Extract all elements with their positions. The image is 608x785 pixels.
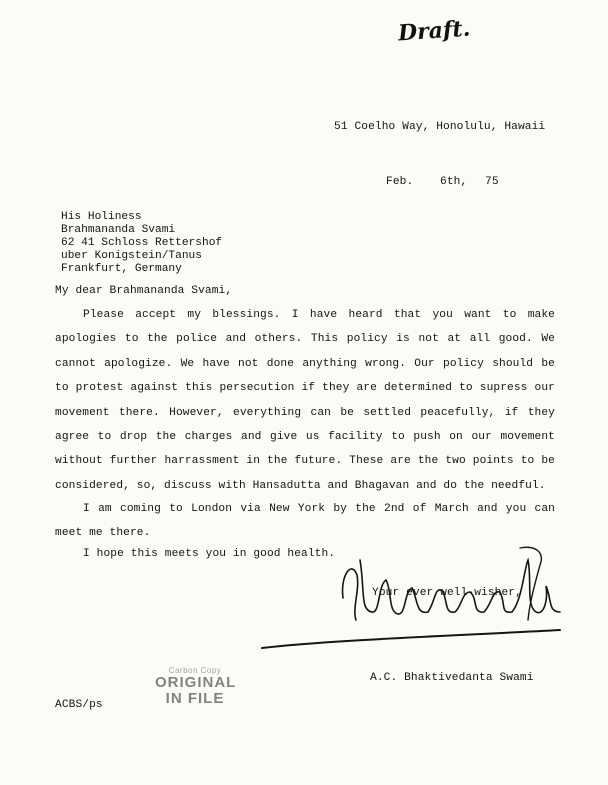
original-in-file-stamp	[155, 666, 235, 707]
sender-address: 51 Coelho Way, Honolulu, Hawaii	[334, 121, 546, 133]
recipient-line: Frankfurt, Germany	[61, 263, 182, 275]
body-paragraph-2: I am coming to London via New York by the 2nd of March and you can meet me there.	[55, 503, 555, 540]
stamp-top: Carbon Copy	[168, 666, 222, 675]
handwritten-annotation: Draft.	[397, 15, 472, 47]
recipient-line: uber Konigstein/Tanus	[61, 250, 202, 262]
letter-date-month: Feb.	[386, 176, 414, 188]
stamp-line-1: ORIGINAL	[155, 674, 237, 691]
reference-initials: ACBS/ps	[55, 699, 103, 711]
recipient-line: His Holiness	[61, 211, 142, 223]
recipient-line: 62 41 Schloss Rettershof	[61, 237, 223, 249]
recipient-line: Brahmananda Svami	[61, 224, 176, 236]
body-paragraph-3: I hope this meets you in good health.	[83, 548, 336, 560]
signature-name: A.C. Bhaktivedanta Swami	[370, 672, 534, 684]
body-paragraph-1: Please accept my blessings. I have heard that you want to make apologies to the police and others. This policy is not at all good. We cannot apologize. We have not done anything wrong. Our policy should be to protest against this persecution if they are determined to supress our movement there. However, everything can be settled peacefully, if they agree to drop the charges and give us facility to push on our movement without further harrassment in the future. These are the two points to be considered, so, discuss with Hansadutta and Bhagavan and do the needful.	[55, 309, 555, 492]
salutation: My dear Brahmananda Svami,	[55, 285, 233, 297]
letter-date-year: 75	[485, 176, 499, 188]
stamp-line-2: IN FILE	[165, 690, 225, 707]
letter-date-day: 6th,	[440, 176, 468, 188]
closing: Your ever well-wisher,	[372, 587, 522, 599]
